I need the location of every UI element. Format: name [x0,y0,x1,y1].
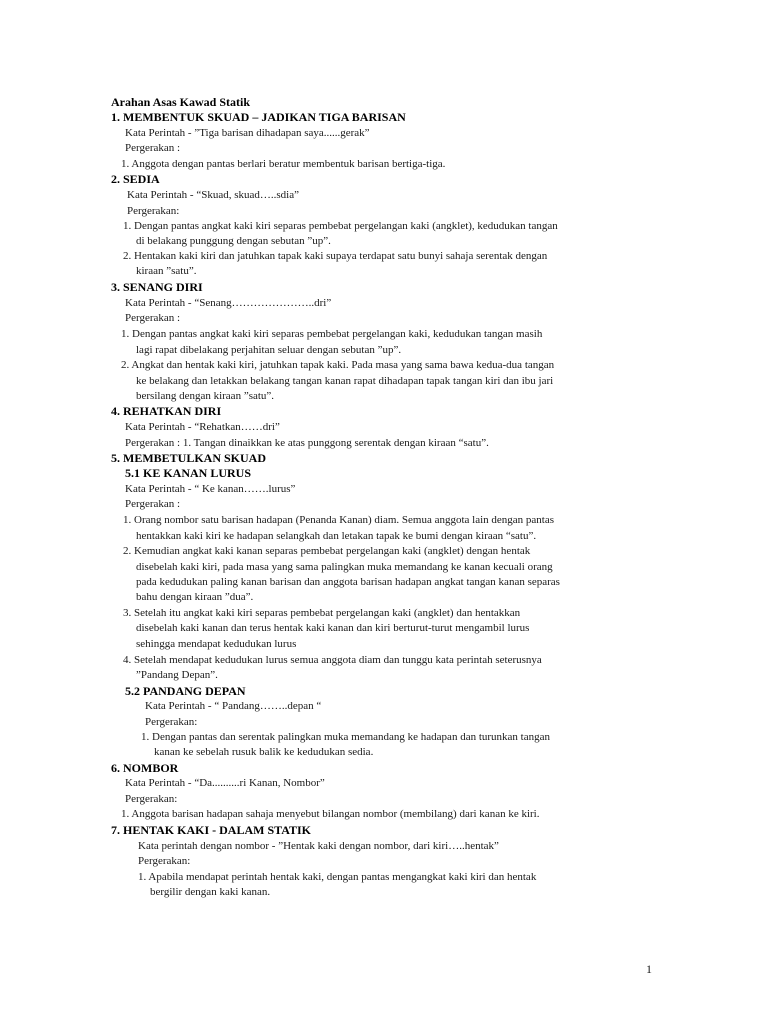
movement-item: 1. Apabila mendapat perintah hentak kaki, dengan pantas mengangkat kaki kiri dan hentak [138,871,537,883]
command-line: Kata Perintah - “ Pandang……..depan “ [145,700,322,712]
movement-item-continuation: sehingga mendapat kedudukan lurus [136,638,297,650]
movement-item: 4. Setelah mendapat kedudukan lurus semua anggota diam dan tunggu kata perintah seterusnya [123,654,542,666]
movement-label: Pergerakan: [125,793,178,805]
movement-item-continuation: di belakang punggung dengan sebutan ”up”. [136,235,331,247]
movement-item-continuation: hentakkan kaki kiri ke hadapan selangkah dan letakan tapak ke bumi dengan kiraan “satu”. [136,530,537,542]
movement-item-continuation: bergilir dengan kaki kanan. [150,886,271,898]
section-heading-1: 1. MEMBENTUK SKUAD – JADIKAN TIGA BARISAN [111,110,406,124]
command-line: Kata Perintah - ”Tiga barisan dihadapan saya......gerak” [125,127,370,139]
subsection-heading-5-1: 5.1 KE KANAN LURUS [125,466,252,480]
movement-item-continuation: lagi rapat dibelakang perjahitan seluar dengan sebutan ”up”. [136,344,402,356]
movement-item-continuation: bahu dengan kiraan ”dua”. [136,591,254,603]
movement-label: Pergerakan : [125,312,181,324]
movement-item-continuation: pada kedudukan paling kanan barisan dan anggota barisan hadapan angkat tangan kanan separas [136,576,560,588]
section-heading-6: 6. NOMBOR [111,761,179,775]
movement-item: 1. Anggota barisan hadapan sahaja menyebut bilangan nombor (membilang) dari kanan ke kiri. [121,808,540,820]
movement-item-continuation: disebelah kaki kanan dan terus hentak kaki kanan dan kiri berturut-turut mengambil lurus [136,622,530,634]
page-number: 1 [646,962,652,976]
document-title: Arahan Asas Kawad Statik [111,95,251,109]
section-heading-3: 3. SENANG DIRI [111,280,203,294]
movement-item: 1. Dengan pantas angkat kaki kiri separas pembebat pergelangan kaki (angklet), kedudukan tangan [123,220,558,232]
section-heading-7: 7. HENTAK KAKI - DALAM STATIK [111,823,312,837]
movement-item: 2. Hentakan kaki kiri dan jatuhkan tapak kaki supaya terdapat satu bunyi sahaja serentak dengan [123,250,548,262]
section-heading-2: 2. SEDIA [111,172,160,186]
movement-item: 1. Dengan pantas angkat kaki kiri separas pembebat pergelangan kaki, kedudukan tangan masih [121,328,543,340]
movement-item: 1. Orang nombor satu barisan hadapan (Penanda Kanan) diam. Semua anggota lain dengan pantas [123,514,555,526]
movement-label: Pergerakan : [125,498,181,510]
section-heading-4: 4. REHATKAN DIRI [111,404,222,418]
movement-item: 2. Angkat dan hentak kaki kiri, jatuhkan tapak kaki. Pada masa yang sama bawa kedua-dua tangan [121,359,555,371]
movement-item-continuation: kiraan ”satu”. [136,265,197,277]
section-heading-5: 5. MEMBETULKAN SKUAD [111,451,267,465]
movement-item-continuation: bersilang dengan kiraan ”satu”. [136,390,275,402]
movement-item: 2. Kemudian angkat kaki kanan separas pembebat pergelangan kaki (angklet) dengan hentak [123,545,531,557]
movement-item: 1. Anggota dengan pantas berlari beratur membentuk barisan bertiga-tiga. [121,158,446,170]
movement-item-continuation: ke belakang dan letakkan belakang tangan kanan rapat dihadapan tapak tangan kiri dan ibu jari [136,375,554,387]
movement-item-continuation: disebelah kaki kiri, pada masa yang sama palingkan muka memandang ke kanan kecuali orang [136,561,553,573]
movement-label: Pergerakan: [145,716,198,728]
command-line: Kata Perintah - “Senang…………………..dri” [125,297,332,309]
movement-item: 3. Setelah itu angkat kaki kiri separas pembebat pergelangan kaki (angklet) dan hentakkan [123,607,521,619]
command-line: Kata Perintah - “Da..........ri Kanan, Nombor” [125,777,325,789]
command-line: Kata Perintah - “Skuad, skuad…..sdia” [127,189,299,201]
command-line: Kata Perintah - “Rehatkan……dri” [125,421,280,433]
movement-label: Pergerakan : [125,142,181,154]
movement-line: Pergerakan : 1. Tangan dinaikkan ke atas punggong serentak dengan kiraan “satu”. [125,437,489,449]
movement-item-continuation: kanan ke sebelah rusuk balik ke kedudukan sedia. [154,746,374,758]
movement-item: 1. Dengan pantas dan serentak palingkan muka memandang ke hadapan dan turunkan tangan [141,731,550,743]
command-line: Kata perintah dengan nombor - ”Hentak kaki dengan nombor, dari kiri…..hentak” [138,840,499,852]
movement-label: Pergerakan: [127,205,180,217]
command-line: Kata Perintah - “ Ke kanan…….lurus” [125,483,296,495]
movement-label: Pergerakan: [138,855,191,867]
subsection-heading-5-2: 5.2 PANDANG DEPAN [125,684,246,698]
movement-item-continuation: ”Pandang Depan”. [136,669,218,681]
